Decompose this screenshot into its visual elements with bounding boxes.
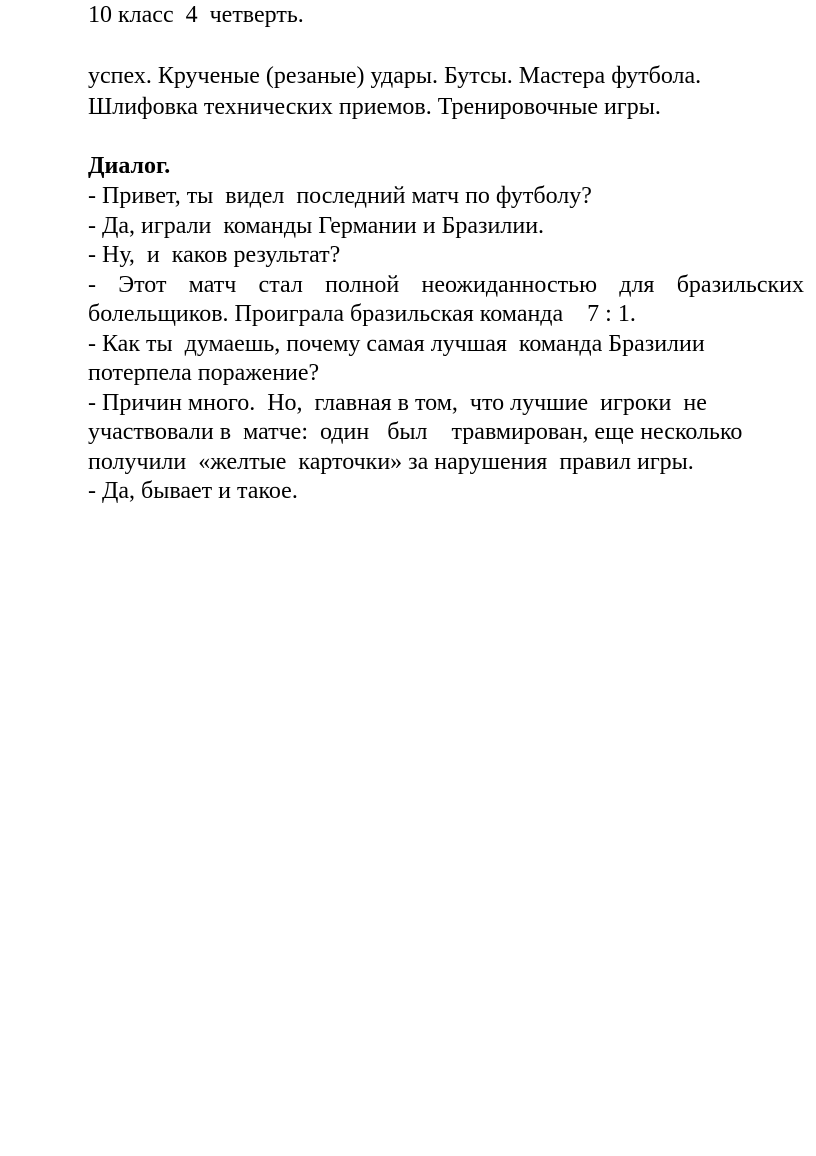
dialog-line: - Причин много. Но, главная в том, что лучшие игроки не bbox=[88, 390, 707, 416]
dialog-line: - Ну, и каков результат? bbox=[88, 242, 341, 268]
topics-line-2: Шлифовка технических приемов. Тренировочные игры. bbox=[88, 94, 661, 120]
dialog-title: Диалог. bbox=[88, 153, 171, 179]
dialog-line: потерпела поражение? bbox=[88, 360, 320, 386]
dialog-line: получили «желтые карточки» за нарушения правил игры. bbox=[88, 449, 694, 475]
dialog-line: болельщиков. Проиграла бразильская команда 7 : 1. bbox=[88, 301, 636, 327]
topics-line-1: успех. Крученые (резаные) удары. Бутсы. Мастера футбола. bbox=[88, 63, 702, 89]
dialog-line: - Этот матч стал полной неожиданностью для бразильских bbox=[88, 272, 804, 298]
dialog-line: - Да, бывает и такое. bbox=[88, 478, 298, 504]
dialog-line: - Как ты думаешь, почему самая лучшая команда Бразилии bbox=[88, 331, 705, 357]
dialog-line: - Да, играли команды Германии и Бразилии. bbox=[88, 213, 545, 239]
dialog-line: участвовали в матче: один был травмирован, еще несколько bbox=[88, 419, 743, 445]
dialog-line: - Привет, ты видел последний матч по футболу? bbox=[88, 183, 592, 209]
grade-quarter-heading: 10 класс 4 четверть. bbox=[88, 2, 304, 28]
